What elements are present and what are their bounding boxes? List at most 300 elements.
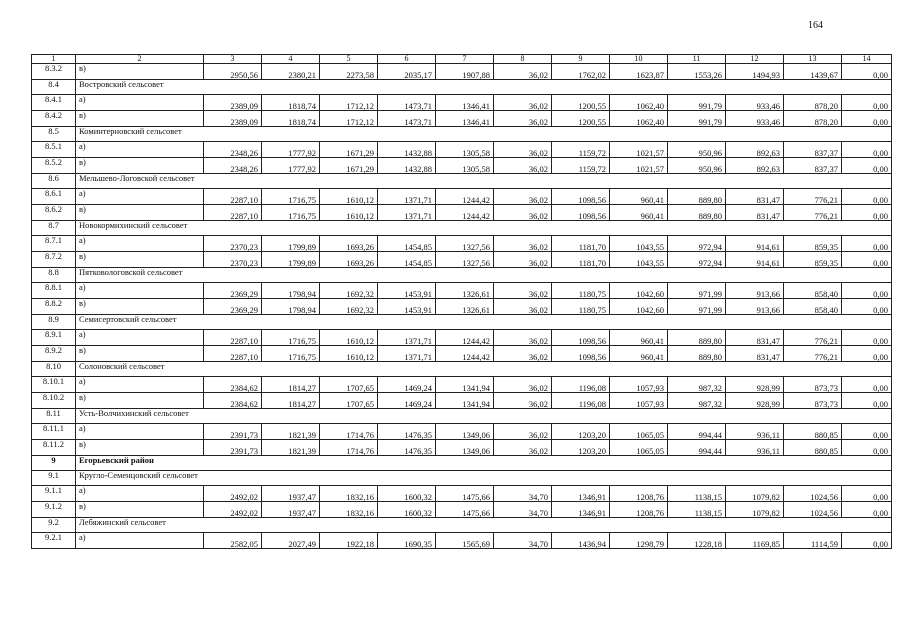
- value-cell: 1553,26: [668, 64, 726, 80]
- value-cell: 1327,56: [436, 236, 494, 252]
- value-cell: 1181,70: [552, 252, 610, 268]
- column-header: 5: [320, 55, 378, 64]
- column-header: 6: [378, 55, 436, 64]
- value-cell: 0,00: [842, 236, 892, 252]
- section-row: [32, 456, 892, 471]
- row-code: 8.6: [32, 174, 76, 189]
- value-cell: 1716,75: [262, 330, 320, 346]
- value-cell: 2348,26: [204, 142, 262, 158]
- value-cell: 0,00: [842, 283, 892, 299]
- value-cell: 2370,23: [204, 252, 262, 268]
- value-cell: 928,99: [726, 393, 784, 409]
- value-cell: 1937,47: [262, 502, 320, 518]
- value-cell: 880,85: [784, 440, 842, 456]
- row-label: а): [76, 189, 204, 205]
- section-row: [32, 518, 892, 533]
- row-code: 8.7.2: [32, 252, 76, 268]
- column-header: 3: [204, 55, 262, 64]
- value-cell: 972,94: [668, 236, 726, 252]
- value-cell: 1473,71: [378, 111, 436, 127]
- value-cell: 1065,05: [610, 424, 668, 440]
- value-cell: 36,02: [494, 393, 552, 409]
- value-cell: 1159,72: [552, 158, 610, 174]
- row-code: 8.3.2: [32, 64, 76, 80]
- header-row: [32, 55, 892, 64]
- value-cell: 831,47: [726, 346, 784, 362]
- value-cell: 913,66: [726, 283, 784, 299]
- row-code: 8.6.1: [32, 189, 76, 205]
- value-cell: 889,80: [668, 330, 726, 346]
- value-cell: 1114,59: [784, 533, 842, 549]
- value-cell: 1469,24: [378, 377, 436, 393]
- table-row: [32, 440, 892, 456]
- value-cell: 1200,55: [552, 111, 610, 127]
- value-cell: 1777,92: [262, 158, 320, 174]
- value-cell: 1937,47: [262, 486, 320, 502]
- tariff-table: [31, 54, 892, 549]
- value-cell: 1600,32: [378, 502, 436, 518]
- value-cell: 1692,32: [320, 299, 378, 315]
- section-row: [32, 409, 892, 424]
- table-row: [32, 299, 892, 315]
- section-title: Пятковологовской сельсовет: [76, 268, 892, 283]
- row-label: в): [76, 158, 204, 174]
- value-cell: 1346,41: [436, 95, 494, 111]
- value-cell: 971,99: [668, 283, 726, 299]
- value-cell: 1707,65: [320, 377, 378, 393]
- row-code: 9.1.2: [32, 502, 76, 518]
- value-cell: 1439,67: [784, 64, 842, 80]
- value-cell: 36,02: [494, 424, 552, 440]
- value-cell: 36,02: [494, 330, 552, 346]
- value-cell: 2391,73: [204, 424, 262, 440]
- column-header: 8: [494, 55, 552, 64]
- value-cell: 1473,71: [378, 95, 436, 111]
- value-cell: 0,00: [842, 95, 892, 111]
- value-cell: 1716,75: [262, 189, 320, 205]
- value-cell: 1610,12: [320, 205, 378, 221]
- value-cell: 2389,09: [204, 95, 262, 111]
- value-cell: 1346,91: [552, 486, 610, 502]
- value-cell: 1098,56: [552, 330, 610, 346]
- section-title: Солоновский сельсовет: [76, 362, 892, 377]
- value-cell: 1138,15: [668, 486, 726, 502]
- value-cell: 1494,93: [726, 64, 784, 80]
- value-cell: 1814,27: [262, 393, 320, 409]
- value-cell: 960,41: [610, 330, 668, 346]
- value-cell: 0,00: [842, 142, 892, 158]
- row-code: 8.4.1: [32, 95, 76, 111]
- value-cell: 36,02: [494, 299, 552, 315]
- row-code: 8.4.2: [32, 111, 76, 127]
- value-cell: 34,70: [494, 533, 552, 549]
- row-label: а): [76, 533, 204, 549]
- value-cell: 36,02: [494, 64, 552, 80]
- row-label: а): [76, 142, 204, 158]
- value-cell: 873,73: [784, 377, 842, 393]
- value-cell: 831,47: [726, 205, 784, 221]
- row-label: в): [76, 393, 204, 409]
- value-cell: 1814,27: [262, 377, 320, 393]
- table-row: [32, 533, 892, 549]
- value-cell: 2035,17: [378, 64, 436, 80]
- value-cell: 0,00: [842, 346, 892, 362]
- row-label: в): [76, 111, 204, 127]
- value-cell: 1062,40: [610, 95, 668, 111]
- value-cell: 1079,82: [726, 486, 784, 502]
- value-cell: 2384,62: [204, 393, 262, 409]
- row-code: 8.11.1: [32, 424, 76, 440]
- value-cell: 1057,93: [610, 377, 668, 393]
- section-row: [32, 471, 892, 486]
- value-cell: 2287,10: [204, 189, 262, 205]
- value-cell: 960,41: [610, 205, 668, 221]
- table-row: [32, 486, 892, 502]
- value-cell: 1714,76: [320, 440, 378, 456]
- value-cell: 1327,56: [436, 252, 494, 268]
- value-cell: 1454,85: [378, 252, 436, 268]
- value-cell: 1692,32: [320, 283, 378, 299]
- column-header: 14: [842, 55, 892, 64]
- value-cell: 1690,35: [378, 533, 436, 549]
- row-code: 8.7.1: [32, 236, 76, 252]
- value-cell: 1610,12: [320, 346, 378, 362]
- value-cell: 1021,57: [610, 142, 668, 158]
- value-cell: 1244,42: [436, 346, 494, 362]
- value-cell: 1799,89: [262, 236, 320, 252]
- value-cell: 1371,71: [378, 189, 436, 205]
- value-cell: 1475,66: [436, 502, 494, 518]
- value-cell: 960,41: [610, 189, 668, 205]
- value-cell: 2287,10: [204, 330, 262, 346]
- value-cell: 950,96: [668, 158, 726, 174]
- section-title: Новокормихинский сельсовет: [76, 221, 892, 236]
- value-cell: 1024,56: [784, 502, 842, 518]
- value-cell: 36,02: [494, 346, 552, 362]
- table-row: [32, 424, 892, 440]
- row-code: 8.9.2: [32, 346, 76, 362]
- row-label: в): [76, 346, 204, 362]
- value-cell: 2027,49: [262, 533, 320, 549]
- row-code: 8.10.1: [32, 377, 76, 393]
- value-cell: 1196,08: [552, 377, 610, 393]
- table-row: [32, 377, 892, 393]
- section-title: Лебяжинский сельсовет: [76, 518, 892, 533]
- value-cell: 34,70: [494, 486, 552, 502]
- value-cell: 36,02: [494, 236, 552, 252]
- value-cell: 1200,55: [552, 95, 610, 111]
- value-cell: 0,00: [842, 158, 892, 174]
- value-cell: 1065,05: [610, 440, 668, 456]
- value-cell: 1565,69: [436, 533, 494, 549]
- value-cell: 1453,91: [378, 299, 436, 315]
- value-cell: 1043,55: [610, 236, 668, 252]
- value-cell: 1832,16: [320, 486, 378, 502]
- value-cell: 0,00: [842, 486, 892, 502]
- row-label: а): [76, 424, 204, 440]
- value-cell: 972,94: [668, 252, 726, 268]
- row-code: 8.11: [32, 409, 76, 424]
- value-cell: 913,66: [726, 299, 784, 315]
- row-code: 9: [32, 456, 76, 471]
- row-code: 8.5.1: [32, 142, 76, 158]
- value-cell: 1180,75: [552, 299, 610, 315]
- value-cell: 0,00: [842, 205, 892, 221]
- row-code: 8.8.2: [32, 299, 76, 315]
- row-label: в): [76, 205, 204, 221]
- value-cell: 858,40: [784, 283, 842, 299]
- value-cell: 2492,02: [204, 502, 262, 518]
- value-cell: 1798,94: [262, 283, 320, 299]
- value-cell: 1208,76: [610, 502, 668, 518]
- row-code: 8.6.2: [32, 205, 76, 221]
- value-cell: 960,41: [610, 346, 668, 362]
- value-cell: 1818,74: [262, 95, 320, 111]
- table-row: [32, 502, 892, 518]
- value-cell: 1716,75: [262, 205, 320, 221]
- table-body: [32, 64, 892, 549]
- value-cell: 914,61: [726, 252, 784, 268]
- value-cell: 1098,56: [552, 346, 610, 362]
- row-code: 8.9: [32, 315, 76, 330]
- value-cell: 1671,29: [320, 142, 378, 158]
- value-cell: 2369,29: [204, 283, 262, 299]
- value-cell: 776,21: [784, 205, 842, 221]
- value-cell: 1341,94: [436, 377, 494, 393]
- value-cell: 2582,05: [204, 533, 262, 549]
- section-row: [32, 174, 892, 189]
- row-code: 8.11.2: [32, 440, 76, 456]
- table-row: [32, 95, 892, 111]
- value-cell: 889,80: [668, 346, 726, 362]
- row-label: а): [76, 95, 204, 111]
- value-cell: 1021,57: [610, 158, 668, 174]
- value-cell: 1600,32: [378, 486, 436, 502]
- column-header: 12: [726, 55, 784, 64]
- row-label: а): [76, 283, 204, 299]
- value-cell: 1196,08: [552, 393, 610, 409]
- section-row: [32, 221, 892, 236]
- row-label: а): [76, 377, 204, 393]
- row-label: а): [76, 236, 204, 252]
- value-cell: 1476,35: [378, 424, 436, 440]
- value-cell: 873,73: [784, 393, 842, 409]
- value-cell: 1079,82: [726, 502, 784, 518]
- value-cell: 933,46: [726, 95, 784, 111]
- value-cell: 1799,89: [262, 252, 320, 268]
- value-cell: 1203,20: [552, 440, 610, 456]
- section-title: Мельшево-Логовской сельсовет: [76, 174, 892, 189]
- value-cell: 878,20: [784, 95, 842, 111]
- value-cell: 2348,26: [204, 158, 262, 174]
- value-cell: 34,70: [494, 502, 552, 518]
- value-cell: 1707,65: [320, 393, 378, 409]
- value-cell: 859,35: [784, 236, 842, 252]
- table-row: [32, 283, 892, 299]
- value-cell: 1714,76: [320, 424, 378, 440]
- value-cell: 1057,93: [610, 393, 668, 409]
- value-cell: 1907,88: [436, 64, 494, 80]
- column-header: 11: [668, 55, 726, 64]
- value-cell: 859,35: [784, 252, 842, 268]
- value-cell: 36,02: [494, 111, 552, 127]
- column-header: 1: [32, 55, 76, 64]
- value-cell: 928,99: [726, 377, 784, 393]
- table-row: [32, 236, 892, 252]
- section-title: Востровский сельсовет: [76, 80, 892, 95]
- table-row: [32, 205, 892, 221]
- row-code: 9.1.1: [32, 486, 76, 502]
- value-cell: 1043,55: [610, 252, 668, 268]
- column-header: 2: [76, 55, 204, 64]
- value-cell: 0,00: [842, 502, 892, 518]
- value-cell: 2384,62: [204, 377, 262, 393]
- value-cell: 1453,91: [378, 283, 436, 299]
- value-cell: 1832,16: [320, 502, 378, 518]
- value-cell: 1326,61: [436, 283, 494, 299]
- value-cell: 2389,09: [204, 111, 262, 127]
- value-cell: 1475,66: [436, 486, 494, 502]
- value-cell: 1821,39: [262, 424, 320, 440]
- value-cell: 36,02: [494, 158, 552, 174]
- value-cell: 1371,71: [378, 346, 436, 362]
- row-code: 8.9.1: [32, 330, 76, 346]
- row-code: 8.4: [32, 80, 76, 95]
- value-cell: 837,37: [784, 142, 842, 158]
- row-code: 9.2.1: [32, 533, 76, 549]
- value-cell: 2492,02: [204, 486, 262, 502]
- value-cell: 1203,20: [552, 424, 610, 440]
- value-cell: 1798,94: [262, 299, 320, 315]
- value-cell: 1042,60: [610, 283, 668, 299]
- value-cell: 1159,72: [552, 142, 610, 158]
- row-code: 8.5.2: [32, 158, 76, 174]
- value-cell: 1062,40: [610, 111, 668, 127]
- value-cell: 1305,58: [436, 158, 494, 174]
- column-header: 10: [610, 55, 668, 64]
- value-cell: 1716,75: [262, 346, 320, 362]
- value-cell: 1610,12: [320, 189, 378, 205]
- value-cell: 994,44: [668, 424, 726, 440]
- row-label: в): [76, 64, 204, 80]
- value-cell: 1244,42: [436, 189, 494, 205]
- value-cell: 1244,42: [436, 330, 494, 346]
- row-label: в): [76, 440, 204, 456]
- value-cell: 1922,18: [320, 533, 378, 549]
- value-cell: 0,00: [842, 64, 892, 80]
- row-label: в): [76, 299, 204, 315]
- row-label: а): [76, 330, 204, 346]
- section-row: [32, 80, 892, 95]
- table-row: [32, 111, 892, 127]
- value-cell: 36,02: [494, 283, 552, 299]
- value-cell: 1346,41: [436, 111, 494, 127]
- value-cell: 2273,58: [320, 64, 378, 80]
- value-cell: 1244,42: [436, 205, 494, 221]
- value-cell: 2391,73: [204, 440, 262, 456]
- value-cell: 1169,85: [726, 533, 784, 549]
- value-cell: 0,00: [842, 424, 892, 440]
- value-cell: 914,61: [726, 236, 784, 252]
- value-cell: 1712,12: [320, 111, 378, 127]
- row-label: в): [76, 502, 204, 518]
- value-cell: 1181,70: [552, 236, 610, 252]
- value-cell: 2287,10: [204, 346, 262, 362]
- row-code: 8.8.1: [32, 283, 76, 299]
- value-cell: 1346,91: [552, 502, 610, 518]
- row-code: 8.5: [32, 127, 76, 142]
- value-cell: 1098,56: [552, 205, 610, 221]
- value-cell: 1371,71: [378, 205, 436, 221]
- value-cell: 991,79: [668, 95, 726, 111]
- value-cell: 831,47: [726, 330, 784, 346]
- value-cell: 36,02: [494, 205, 552, 221]
- value-cell: 2287,10: [204, 205, 262, 221]
- table-row: [32, 142, 892, 158]
- value-cell: 889,80: [668, 189, 726, 205]
- section-row: [32, 362, 892, 377]
- table-row: [32, 64, 892, 80]
- value-cell: 1777,92: [262, 142, 320, 158]
- column-header: 7: [436, 55, 494, 64]
- value-cell: 1349,06: [436, 424, 494, 440]
- value-cell: 1623,87: [610, 64, 668, 80]
- row-code: 9.1: [32, 471, 76, 486]
- section-title: Коминтерновский сельсовет: [76, 127, 892, 142]
- value-cell: 1476,35: [378, 440, 436, 456]
- value-cell: 991,79: [668, 111, 726, 127]
- value-cell: 36,02: [494, 252, 552, 268]
- value-cell: 1180,75: [552, 283, 610, 299]
- table-row: [32, 330, 892, 346]
- value-cell: 1042,60: [610, 299, 668, 315]
- value-cell: 1454,85: [378, 236, 436, 252]
- value-cell: 837,37: [784, 158, 842, 174]
- value-cell: 1228,18: [668, 533, 726, 549]
- value-cell: 0,00: [842, 299, 892, 315]
- value-cell: 0,00: [842, 111, 892, 127]
- value-cell: 1610,12: [320, 330, 378, 346]
- value-cell: 1432,88: [378, 158, 436, 174]
- value-cell: 0,00: [842, 440, 892, 456]
- value-cell: 892,63: [726, 142, 784, 158]
- value-cell: 0,00: [842, 377, 892, 393]
- value-cell: 36,02: [494, 377, 552, 393]
- section-row: [32, 127, 892, 142]
- value-cell: 776,21: [784, 189, 842, 205]
- value-cell: 1821,39: [262, 440, 320, 456]
- value-cell: 1208,76: [610, 486, 668, 502]
- value-cell: 1818,74: [262, 111, 320, 127]
- table-row: [32, 346, 892, 362]
- value-cell: 0,00: [842, 533, 892, 549]
- value-cell: 1024,56: [784, 486, 842, 502]
- value-cell: 831,47: [726, 189, 784, 205]
- value-cell: 1138,15: [668, 502, 726, 518]
- row-code: 8.8: [32, 268, 76, 283]
- value-cell: 1436,94: [552, 533, 610, 549]
- row-code: 8.10: [32, 362, 76, 377]
- value-cell: 1305,58: [436, 142, 494, 158]
- value-cell: 2380,21: [262, 64, 320, 80]
- value-cell: 971,99: [668, 299, 726, 315]
- value-cell: 1371,71: [378, 330, 436, 346]
- value-cell: 36,02: [494, 142, 552, 158]
- value-cell: 776,21: [784, 346, 842, 362]
- value-cell: 0,00: [842, 189, 892, 205]
- value-cell: 2950,56: [204, 64, 262, 80]
- value-cell: 1469,24: [378, 393, 436, 409]
